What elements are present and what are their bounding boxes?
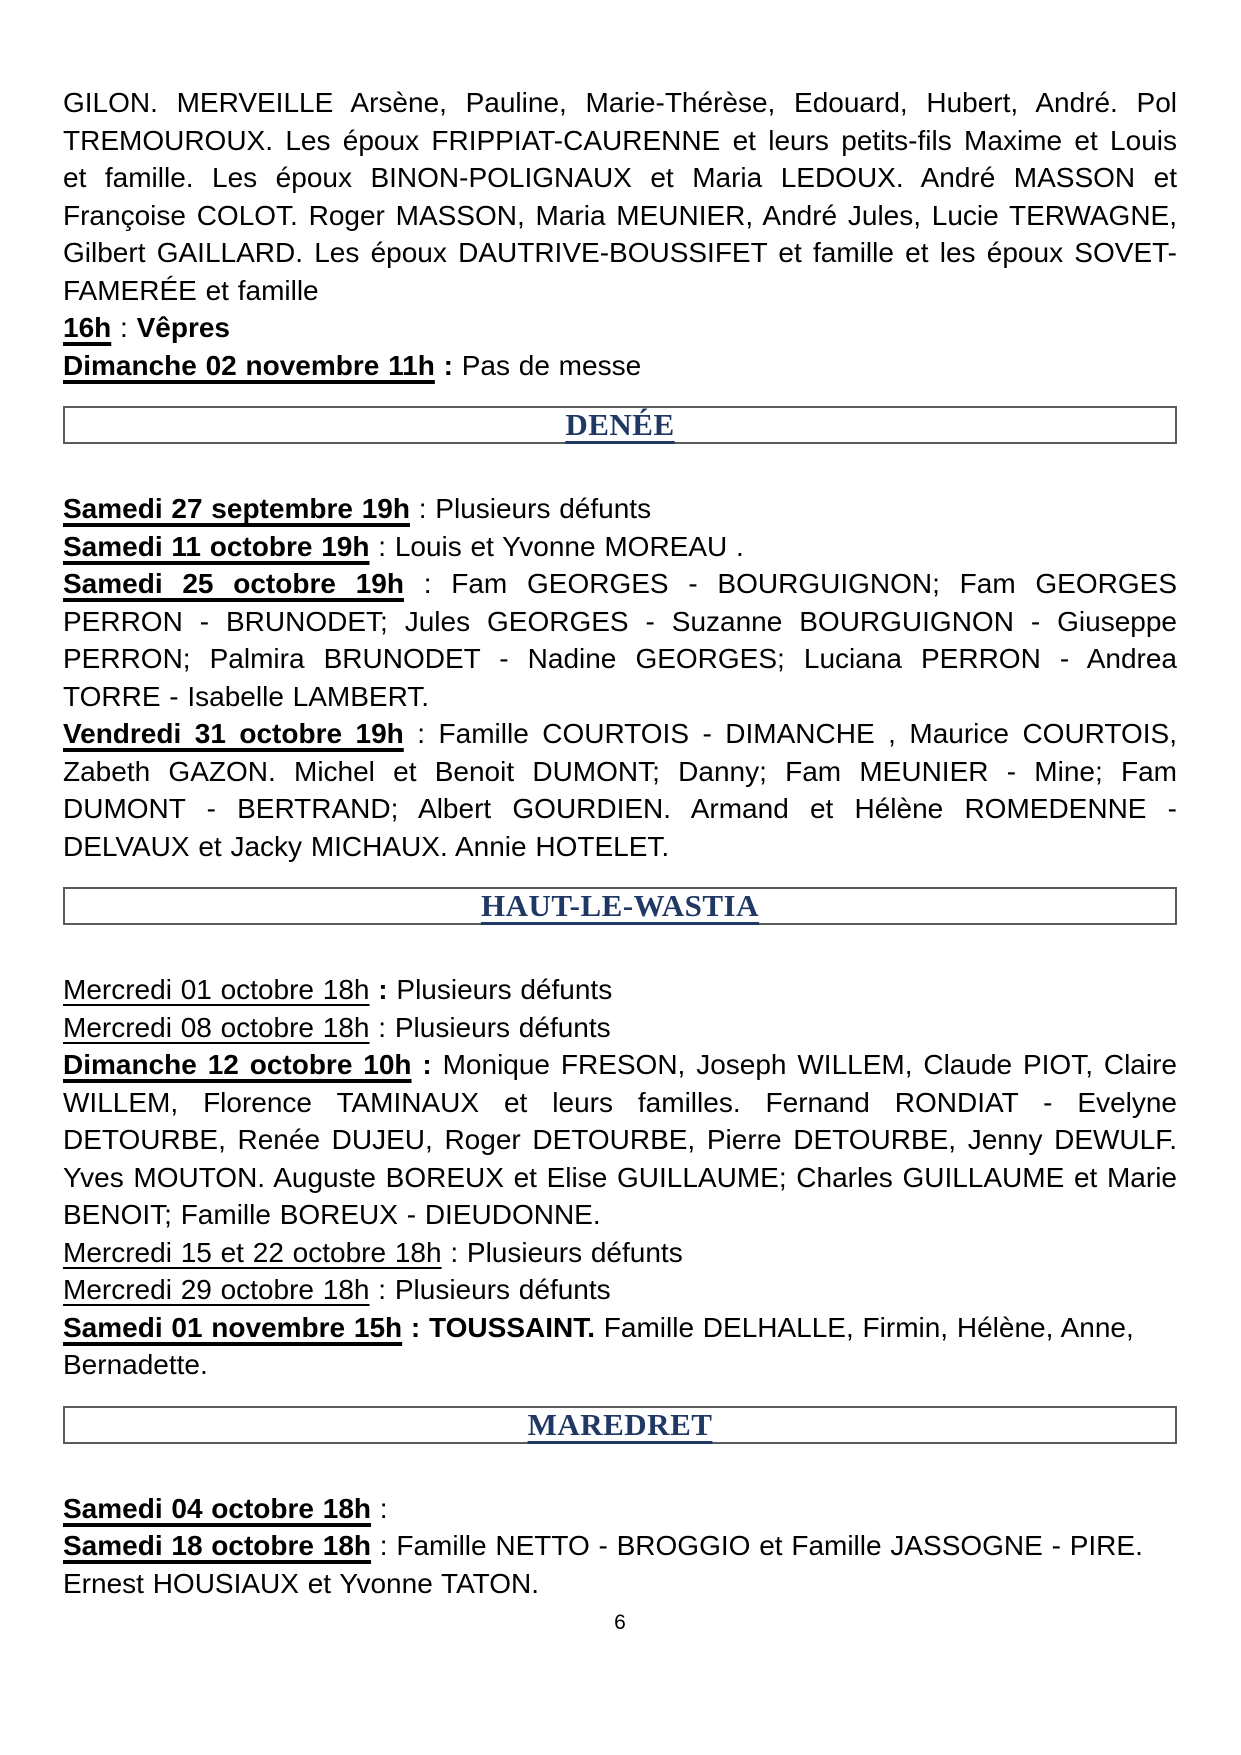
mass-entry bbox=[63, 309, 1177, 347]
entry-text: Plusieurs défunts bbox=[396, 974, 613, 1005]
section-title: HAUT-LE-WASTIA bbox=[480, 888, 760, 923]
entry-separator: : bbox=[369, 974, 397, 1005]
mass-entry bbox=[63, 1490, 1177, 1528]
entry-text: Famille COURTOIS - DIMANCHE , Maurice COURTOIS, Zabeth GAZON. Michel et Benoit DUMONT; Danny; Fam MEUNIER - Mine; Fam DUMONT - BERTRAND; Albert GOURDIEN. Armand et Hélène ROMEDENNE - DELVAUX et Jacky MICHAUX. Annie HOTELET. bbox=[63, 718, 1177, 862]
entry-date: Samedi 27 septembre 19h bbox=[63, 493, 410, 524]
entry-lead: TOUSSAINT. bbox=[429, 1311, 604, 1343]
section-header bbox=[63, 887, 1177, 925]
mass-entry bbox=[63, 1234, 1177, 1272]
entry-date: 16h bbox=[63, 312, 112, 343]
mass-entry bbox=[63, 1527, 1177, 1602]
entry-date: Samedi 11 octobre 19h bbox=[63, 530, 370, 562]
entry-separator: : bbox=[411, 1049, 443, 1080]
entry-date: Samedi 18 octobre 18h bbox=[63, 1530, 372, 1561]
entry-separator: : bbox=[441, 1236, 467, 1268]
entry-text: Plusieurs défunts bbox=[466, 1236, 683, 1268]
mass-entry bbox=[63, 715, 1177, 865]
entry-text: Plusieurs défunts bbox=[435, 493, 652, 524]
section-title: DENÉE bbox=[565, 407, 675, 442]
continuation-paragraph: GILON. MERVEILLE Arsène, Pauline, Marie-Thérèse, Edouard, Hubert, André. Pol TREMOUROUX. Les époux FRIPPIAT-CAURENNE et leurs petits-fils Maxime et Louis et famille. Les époux BINON-POLIGNAUX et Maria LEDOUX. André MASSON et Françoise COLOT. Roger MASSON, Maria MEUNIER, André Jules, Lucie TERWAGNE, Gilbert GAILLARD. Les époux DAUTRIVE-BOUSSIFET et famille et les époux SOVET-FAMERÉE et famille bbox=[63, 87, 1177, 306]
entry-separator: : bbox=[403, 568, 452, 599]
entry-separator: : bbox=[434, 349, 462, 381]
entry-separator: : bbox=[369, 530, 395, 562]
section-title: MAREDRET bbox=[527, 1406, 713, 1442]
entry-separator: : bbox=[369, 1274, 395, 1305]
mass-entry bbox=[63, 971, 1177, 1009]
entry-date: Mercredi 15 et 22 octobre 18h bbox=[63, 1236, 442, 1268]
entry-date: Mercredi 29 octobre 18h bbox=[63, 1274, 370, 1305]
entry-text: Monique FRESON, Joseph WILLEM, Claude PIOT, Claire WILLEM, Florence TAMINAUX et leurs familles. Fernand RONDIAT - Evelyne DETOURBE, Renée DUJEU, Roger DETOURBE, Pierre DETOURBE, Jenny DEWULF. Yves MOUTON. Auguste BOREUX et Elise GUILLAUME; Charles GUILLAUME et Marie BENOIT; Famille BOREUX - DIEUDONNE. bbox=[63, 1049, 1177, 1230]
mass-entry bbox=[63, 1309, 1177, 1384]
entry-text: Fam GEORGES - BOURGUIGNON; Fam GEORGES PERRON - BRUNODET; Jules GEORGES - Suzanne BOURGUIGNON - Giuseppe PERRON; Palmira BRUNODET - Nadine GEORGES; Luciana PERRON - Andrea TORRE - Isabelle LAMBERT. bbox=[63, 568, 1177, 712]
mass-entry bbox=[63, 528, 1177, 566]
page-number: 6 bbox=[614, 1611, 626, 1634]
entry-text: Plusieurs défunts bbox=[394, 1274, 611, 1305]
entry-date: Vendredi 31 octobre 19h bbox=[63, 718, 404, 749]
mass-entry bbox=[63, 1271, 1177, 1309]
entry-lead: Vêpres bbox=[136, 312, 230, 343]
intro-entries bbox=[63, 309, 1177, 384]
entry-separator: : bbox=[402, 1311, 430, 1343]
entry-date: Samedi 04 octobre 18h bbox=[63, 1492, 372, 1524]
entry-text: Famille DELHALLE, Firmin, Hélène, Anne, Bernadette. bbox=[63, 1311, 1134, 1380]
entry-date: Mercredi 01 octobre 18h bbox=[63, 974, 370, 1005]
mass-entry bbox=[63, 1046, 1177, 1234]
section-header bbox=[63, 1406, 1177, 1444]
entry-text: Louis et Yvonne MOREAU . bbox=[394, 530, 744, 562]
entry-date: Mercredi 08 octobre 18h bbox=[63, 1011, 370, 1043]
mass-entry bbox=[63, 1009, 1177, 1047]
entry-date: Dimanche 12 octobre 10h bbox=[63, 1049, 412, 1080]
entry-text: Plusieurs défunts bbox=[394, 1011, 611, 1043]
entry-date: Samedi 01 novembre 15h bbox=[63, 1311, 403, 1343]
entry-date: Dimanche 02 novembre 11h bbox=[63, 349, 435, 381]
mass-entry bbox=[63, 565, 1177, 715]
mass-entry bbox=[63, 347, 1177, 385]
entry-date: Samedi 25 octobre 19h bbox=[63, 568, 404, 599]
section-header bbox=[63, 406, 1177, 444]
entry-separator: : bbox=[369, 1011, 395, 1043]
entry-text: Famille NETTO - BROGGIO et Famille JASSOGNE - PIRE. Ernest HOUSIAUX et Yvonne TATON. bbox=[63, 1530, 1143, 1599]
entry-separator: : bbox=[371, 1530, 397, 1561]
entry-separator: : bbox=[409, 493, 436, 524]
entry-text: Pas de messe bbox=[461, 349, 642, 381]
sections bbox=[63, 406, 1177, 1602]
entry-separator: : bbox=[371, 1492, 388, 1524]
entry-separator: : bbox=[403, 718, 439, 749]
mass-entry bbox=[63, 490, 1177, 528]
entry-separator: : bbox=[111, 312, 137, 343]
